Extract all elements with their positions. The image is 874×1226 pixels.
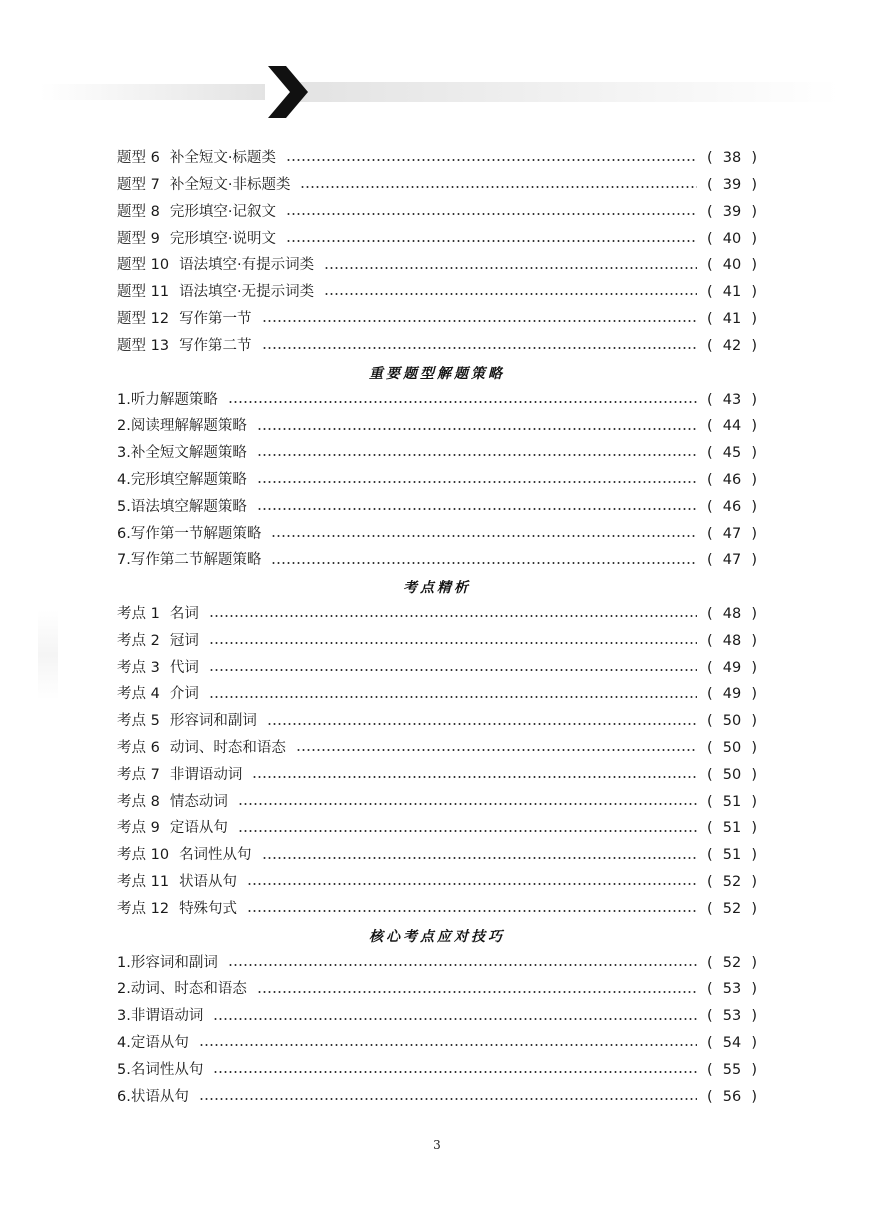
paren-open: (: [707, 284, 713, 301]
toc-entry[interactable]: [117, 199, 757, 226]
toc-entry[interactable]: [117, 225, 757, 252]
dot-leader: [209, 642, 697, 644]
page-ref: 50: [722, 766, 742, 783]
toc-entry-title: 7.写作第二节解题策略: [117, 552, 262, 569]
paren-open: (: [707, 552, 713, 569]
toc-entry-title: 补全短文·非标题类: [169, 176, 291, 193]
toc-entry-title: 情态动词: [169, 793, 228, 810]
toc-entry-page: [707, 795, 757, 810]
toc-entry-label: [117, 821, 234, 836]
toc-entry[interactable]: [117, 842, 757, 869]
toc-entry-label: [117, 848, 258, 863]
toc-entry-title: 名词: [169, 606, 199, 623]
toc-entry-label: [117, 768, 248, 783]
toc-entry-page: [707, 661, 757, 676]
dot-leader: [262, 320, 697, 322]
dot-leader: [199, 1044, 697, 1046]
toc-entry-title: 完形填空·说明文: [169, 230, 276, 247]
paren-close: ): [751, 740, 757, 757]
paren-close: ): [751, 150, 757, 167]
toc-entry[interactable]: [117, 386, 757, 413]
header-band-graphic: [40, 62, 840, 122]
dot-leader: [262, 857, 697, 859]
paren-open: (: [707, 1035, 713, 1052]
page-ref: 55: [722, 1061, 742, 1078]
toc-entry-page: [707, 1009, 757, 1024]
toc-entry-page: [707, 821, 757, 836]
toc-entry[interactable]: [117, 681, 757, 708]
paren-open: (: [707, 847, 713, 864]
toc-entry[interactable]: [117, 976, 757, 1003]
toc-entry-label: [117, 527, 267, 542]
toc-entry-title: 非谓语动词: [169, 766, 243, 783]
paren-open: (: [707, 150, 713, 167]
toc-entry-page: [707, 205, 757, 220]
toc-entry[interactable]: [117, 735, 757, 762]
dot-leader: [262, 347, 697, 349]
toc-entry-label: [117, 607, 205, 622]
toc-entry-title: 写作第二节: [179, 337, 252, 354]
toc-entry-number: 考点 1: [117, 606, 160, 623]
paren-open: (: [707, 257, 713, 274]
toc-entry-number: 题型 13: [117, 337, 170, 354]
paren-close: ): [751, 471, 757, 488]
toc-entry-page: [707, 339, 757, 354]
toc-entry-title: 6.写作第一节解题策略: [117, 525, 262, 542]
toc-entry-title: 3.非谓语动词: [117, 1008, 204, 1025]
dot-leader: [300, 186, 697, 188]
paren-close: ): [751, 1088, 757, 1105]
toc-entry-page: [707, 956, 757, 971]
toc-entry-page: [707, 151, 757, 166]
toc-entry-number: 题型 6: [117, 150, 160, 167]
toc-entry-number: 题型 10: [117, 257, 170, 274]
page-number: 3: [433, 1138, 441, 1152]
toc-entry-label: [117, 661, 205, 676]
toc-entry-page: [707, 473, 757, 488]
toc-entry-label: [117, 1036, 195, 1051]
toc-entry[interactable]: [117, 655, 757, 682]
page-ref: 51: [722, 820, 742, 837]
toc-entry-page: [707, 687, 757, 702]
toc-entry-page: [707, 768, 757, 783]
toc-entry[interactable]: [117, 789, 757, 816]
toc-entry-label: [117, 1063, 209, 1078]
toc-entry-number: 考点 11: [117, 874, 170, 891]
dot-leader: [213, 1018, 697, 1020]
page-ref: 38: [722, 150, 742, 167]
toc-entry-number: 考点 4: [117, 686, 160, 703]
toc-entry-label: [117, 312, 258, 327]
toc-entry[interactable]: [117, 950, 757, 977]
paren-open: (: [707, 686, 713, 703]
toc-entry-label: [117, 875, 243, 890]
page-ref: 51: [722, 847, 742, 864]
paren-close: ): [751, 391, 757, 408]
page-ref: 49: [722, 686, 742, 703]
toc-entry-label: [117, 956, 224, 971]
dot-leader: [238, 830, 697, 832]
page-ref: 51: [722, 793, 742, 810]
paren-open: (: [707, 793, 713, 810]
page-ref: 52: [722, 900, 742, 917]
paren-open: (: [707, 230, 713, 247]
paren-close: ): [751, 686, 757, 703]
paren-open: (: [707, 498, 713, 515]
page-ref: 39: [722, 176, 742, 193]
toc-entry[interactable]: [117, 1057, 757, 1084]
table-of-contents: [117, 145, 757, 1110]
paren-open: (: [707, 606, 713, 623]
paren-close: ): [751, 498, 757, 515]
section-title: 重要题型解题策略: [369, 365, 505, 382]
paren-open: (: [707, 740, 713, 757]
page-ref: 47: [722, 525, 742, 542]
toc-entry-title: 4.完形填空解题策略: [117, 471, 247, 488]
paren-close: ): [751, 257, 757, 274]
paren-close: ): [751, 176, 757, 193]
toc-entry-label: [117, 473, 253, 488]
dot-leader: [257, 991, 697, 993]
paren-open: (: [707, 874, 713, 891]
toc-entry-page: [707, 553, 757, 568]
paren-open: (: [707, 176, 713, 193]
paren-open: (: [707, 445, 713, 462]
dot-leader: [324, 293, 697, 295]
toc-entry-label: [117, 687, 205, 702]
page-ref: 41: [722, 284, 742, 301]
page-ref: 49: [722, 659, 742, 676]
paren-open: (: [707, 820, 713, 837]
toc-entry[interactable]: [117, 333, 757, 360]
paren-close: ): [751, 445, 757, 462]
toc-entry-number: 题型 9: [117, 230, 160, 247]
toc-entry-title: 写作第一节: [179, 310, 252, 327]
paren-open: (: [707, 1061, 713, 1078]
page-ref: 43: [722, 391, 742, 408]
page-ref: 40: [722, 230, 742, 247]
toc-entry-page: [707, 1063, 757, 1078]
toc-entry-page: [707, 607, 757, 622]
toc-entry-number: 考点 8: [117, 793, 160, 810]
toc-entry-number: 题型 12: [117, 310, 170, 327]
paren-close: ): [751, 766, 757, 783]
toc-entry-page: [707, 232, 757, 247]
toc-entry-label: [117, 393, 224, 408]
toc-entry-title: 1.形容词和副词: [117, 954, 218, 971]
toc-entry-label: [117, 500, 253, 515]
paren-open: (: [707, 900, 713, 917]
toc-entry[interactable]: [117, 494, 757, 521]
paren-open: (: [707, 1088, 713, 1105]
page-ref: 50: [722, 713, 742, 730]
paren-open: (: [707, 337, 713, 354]
toc-entry-label: [117, 714, 263, 729]
header-decoration: [40, 62, 840, 122]
dot-leader: [296, 749, 697, 751]
page-ref: 42: [722, 337, 742, 354]
toc-entry-page: [707, 258, 757, 273]
toc-entry-number: 题型 8: [117, 203, 160, 220]
toc-entry-page: [707, 714, 757, 729]
paren-open: (: [707, 713, 713, 730]
toc-entry[interactable]: [117, 1084, 757, 1111]
toc-entry-page: [707, 875, 757, 890]
scan-artifact: [38, 610, 58, 700]
toc-entry-title: 介词: [169, 686, 199, 703]
toc-entry-label: [117, 151, 282, 166]
paren-open: (: [707, 203, 713, 220]
dot-leader: [238, 803, 697, 805]
toc-entry[interactable]: [117, 815, 757, 842]
toc-entry-label: [117, 205, 282, 220]
toc-entry-page: [707, 312, 757, 327]
toc-entry[interactable]: [117, 1003, 757, 1030]
dot-leader: [286, 159, 697, 161]
page-ref: 50: [722, 740, 742, 757]
toc-entry-page: [707, 285, 757, 300]
dot-leader: [324, 267, 697, 269]
toc-entry[interactable]: [117, 547, 757, 574]
toc-entry-page: [707, 1036, 757, 1051]
paren-open: (: [707, 471, 713, 488]
toc-entry[interactable]: [117, 762, 757, 789]
dot-leader: [271, 562, 697, 564]
toc-entry[interactable]: [117, 896, 757, 923]
toc-entry-number: 题型 11: [117, 284, 170, 301]
toc-entry-label: [117, 446, 253, 461]
toc-entry-title: 状语从句: [179, 874, 238, 891]
paren-close: ): [751, 874, 757, 891]
paren-close: ): [751, 606, 757, 623]
toc-entry-label: [117, 1090, 195, 1105]
toc-entry-title: 2.阅读理解解题策略: [117, 418, 247, 435]
toc-entry[interactable]: [117, 413, 757, 440]
toc-entry-title: 5.名词性从句: [117, 1061, 204, 1078]
toc-entry-title: 语法填空·无提示词类: [179, 284, 315, 301]
paren-open: (: [707, 632, 713, 649]
toc-entry-label: [117, 258, 320, 273]
paren-open: (: [707, 525, 713, 542]
toc-entry[interactable]: [117, 520, 757, 547]
page-ref: 41: [722, 310, 742, 327]
paren-close: ): [751, 525, 757, 542]
page-ref: 39: [722, 203, 742, 220]
toc-entry-label: [117, 982, 253, 997]
page-ref: 56: [722, 1088, 742, 1105]
paren-close: ): [751, 552, 757, 569]
page-ref: 53: [722, 1008, 742, 1025]
dot-leader: [257, 454, 697, 456]
toc-entry-title: 代词: [169, 659, 199, 676]
chevron-right-icon: [268, 66, 308, 118]
section-title: 考点精析: [403, 580, 471, 597]
dot-leader: [209, 696, 697, 698]
toc-entry-label: [117, 178, 296, 193]
paren-close: ): [751, 820, 757, 837]
toc-entry-title: 动词、时态和语态: [169, 740, 286, 757]
paren-close: ): [751, 954, 757, 971]
paren-close: ): [751, 847, 757, 864]
paren-close: ): [751, 1008, 757, 1025]
paren-open: (: [707, 391, 713, 408]
toc-entry-number: 考点 6: [117, 740, 160, 757]
toc-entry-label: [117, 741, 292, 756]
toc-entry-title: 5.语法填空解题策略: [117, 498, 247, 515]
toc-entry-title: 2.动词、时态和语态: [117, 981, 247, 998]
toc-entry-page: [707, 1090, 757, 1105]
dot-leader: [199, 1098, 697, 1100]
toc-entry-number: 考点 3: [117, 659, 160, 676]
toc-entry-label: [117, 285, 320, 300]
dot-leader: [213, 1071, 697, 1073]
dot-leader: [228, 401, 697, 403]
toc-entry-page: [707, 527, 757, 542]
toc-entry[interactable]: [117, 467, 757, 494]
toc-entry[interactable]: [117, 1030, 757, 1057]
paren-open: (: [707, 310, 713, 327]
dot-leader: [286, 213, 697, 215]
section-title: 核心考点应对技巧: [369, 929, 505, 946]
toc-entry-page: [707, 982, 757, 997]
toc-entry-title: 定语从句: [169, 820, 228, 837]
toc-entry-title: 完形填空·记叙文: [169, 203, 276, 220]
toc-entry-page: [707, 419, 757, 434]
paren-open: (: [707, 954, 713, 971]
toc-entry-number: 考点 10: [117, 847, 170, 864]
toc-entry-title: 特殊句式: [179, 900, 238, 917]
toc-entry-number: 考点 9: [117, 820, 160, 837]
toc-entry-page: [707, 741, 757, 756]
page-ref: 54: [722, 1035, 742, 1052]
dot-leader: [209, 669, 697, 671]
page-ref: 46: [722, 471, 742, 488]
toc-entry[interactable]: [117, 869, 757, 896]
toc-entry-label: [117, 232, 282, 247]
toc-entry-number: 考点 12: [117, 900, 170, 917]
page-ref: 46: [722, 498, 742, 515]
dot-leader: [247, 910, 697, 912]
toc-entry[interactable]: [117, 440, 757, 467]
toc-entry[interactable]: [117, 252, 757, 279]
toc-entry-title: 补全短文·标题类: [169, 150, 276, 167]
toc-entry-page: [707, 178, 757, 193]
paren-open: (: [707, 659, 713, 676]
toc-entry-title: 冠词: [169, 632, 199, 649]
toc-entry[interactable]: [117, 172, 757, 199]
dot-leader: [257, 508, 697, 510]
page-ref: 40: [722, 257, 742, 274]
toc-entry-number: 考点 5: [117, 713, 160, 730]
toc-entry-label: [117, 553, 267, 568]
toc-entry-label: [117, 902, 243, 917]
page-ref: 52: [722, 954, 742, 971]
paren-close: ): [751, 310, 757, 327]
toc-entry-number: 考点 7: [117, 766, 160, 783]
toc-entry[interactable]: [117, 279, 757, 306]
page-ref: 48: [722, 606, 742, 623]
dot-leader: [209, 615, 697, 617]
paren-close: ): [751, 337, 757, 354]
dot-leader: [228, 964, 697, 966]
toc-entry-label: [117, 419, 253, 434]
toc-entry-label: [117, 795, 234, 810]
dot-leader: [257, 428, 697, 430]
paren-close: ): [751, 1035, 757, 1052]
paren-close: ): [751, 632, 757, 649]
paren-close: ): [751, 284, 757, 301]
toc-entry-page: [707, 848, 757, 863]
toc-entry-title: 名词性从句: [179, 847, 252, 864]
paren-open: (: [707, 418, 713, 435]
toc-entry-label: [117, 634, 205, 649]
dot-leader: [252, 776, 697, 778]
dot-leader: [267, 723, 697, 725]
toc-entry[interactable]: [117, 628, 757, 655]
paren-close: ): [751, 713, 757, 730]
page-ref: 53: [722, 981, 742, 998]
toc-entry-title: 3.补全短文解题策略: [117, 445, 247, 462]
page-ref: 47: [722, 552, 742, 569]
toc-entry-label: [117, 1009, 209, 1024]
dot-leader: [257, 481, 697, 483]
page-ref: 52: [722, 874, 742, 891]
toc-entry-page: [707, 634, 757, 649]
toc-entry-title: 形容词和副词: [169, 713, 257, 730]
toc-entry-label: [117, 339, 258, 354]
paren-close: ): [751, 659, 757, 676]
paren-close: ): [751, 981, 757, 998]
toc-entry[interactable]: [117, 145, 757, 172]
page-ref: 45: [722, 445, 742, 462]
paren-open: (: [707, 981, 713, 998]
toc-entry-title: 1.听力解题策略: [117, 391, 218, 408]
paren-close: ): [751, 793, 757, 810]
toc-entry-title: 6.状语从句: [117, 1088, 189, 1105]
dot-leader: [286, 240, 697, 242]
toc-entry-number: 考点 2: [117, 632, 160, 649]
paren-close: ): [751, 418, 757, 435]
toc-entry-number: 题型 7: [117, 176, 160, 193]
toc-entry-page: [707, 902, 757, 917]
toc-entry-page: [707, 446, 757, 461]
toc-entry[interactable]: [117, 708, 757, 735]
paren-close: ): [751, 900, 757, 917]
toc-entry-page: [707, 393, 757, 408]
page-ref: 44: [722, 418, 742, 435]
toc-entry[interactable]: [117, 306, 757, 333]
paren-open: (: [707, 1008, 713, 1025]
dot-leader: [271, 535, 697, 537]
toc-entry-title: 4.定语从句: [117, 1035, 189, 1052]
paren-close: ): [751, 230, 757, 247]
paren-close: ): [751, 203, 757, 220]
paren-close: ): [751, 1061, 757, 1078]
toc-entry-title: 语法填空·有提示词类: [179, 257, 315, 274]
dot-leader: [247, 883, 697, 885]
toc-entry-page: [707, 500, 757, 515]
toc-entry[interactable]: [117, 601, 757, 628]
paren-open: (: [707, 766, 713, 783]
page-ref: 48: [722, 632, 742, 649]
